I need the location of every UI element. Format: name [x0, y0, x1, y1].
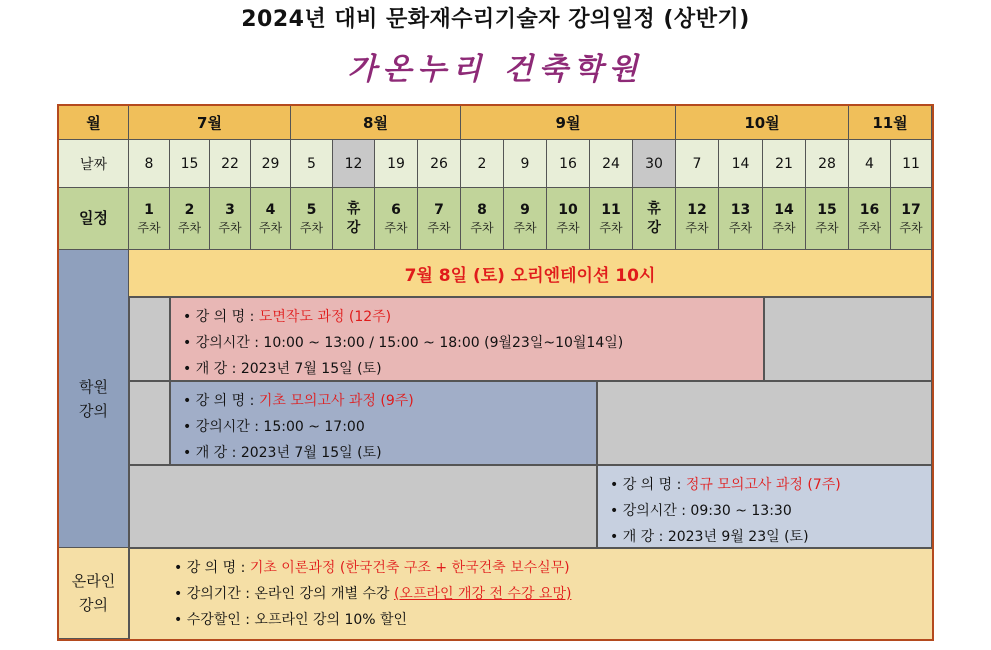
online-name: 기초 이론과정 (한국건축 구조 + 한국건축 보수실무) [249, 560, 570, 576]
month-label: 월 [59, 106, 129, 140]
course-name: 도면작도 과정 (12주) [258, 309, 392, 325]
date-cell-holiday: 12 [333, 140, 375, 188]
date-cell: 8 [129, 140, 170, 188]
week-cell [806, 188, 849, 250]
week-number: 1 [144, 201, 154, 218]
online-discount: • 수강할인 : 오프라인 강의 10% 할인 [174, 612, 408, 628]
date-cell: 24 [590, 140, 633, 188]
course-regular-mock-box [597, 465, 932, 548]
week-unit: 주차 [728, 220, 753, 235]
date-cell: 14 [719, 140, 763, 188]
course-start: • 개 강 : 2023년 7월 15일 (토) [183, 445, 382, 461]
week-unit: 주차 [857, 220, 882, 235]
course-basic-mock-box [170, 381, 597, 465]
date-cell: 4 [849, 140, 891, 188]
academy-label-line1: 학원 [79, 377, 108, 396]
course-name-label: • 강 의 명 : [183, 309, 255, 325]
week-cell [210, 188, 251, 250]
week-unit: 주차 [427, 220, 451, 235]
course-start: • 개 강 : 2023년 7월 15일 (토) [183, 361, 382, 377]
date-cell: 7 [676, 140, 719, 188]
date-cell: 2 [461, 140, 504, 188]
empty-cell [129, 465, 597, 548]
academy-label-line2: 강의 [79, 401, 108, 420]
week-unit: 주차 [513, 220, 537, 235]
schedule-label: 일정 [59, 188, 129, 250]
online-name-row [174, 555, 922, 581]
week-unit: 주차 [137, 220, 161, 235]
online-name-label: • 강 의 명 : [174, 560, 246, 576]
week-number: 6 [391, 201, 401, 218]
week-number: 13 [730, 201, 751, 218]
page-title: 2024년 대비 문화재수리기술자 강의일정 (상반기) [241, 7, 750, 32]
week-cell [891, 188, 932, 250]
week-number: 16 [859, 201, 880, 218]
holiday-text: 강 [346, 219, 361, 236]
week-number: 7 [434, 201, 444, 218]
week-unit: 주차 [899, 220, 923, 235]
week-unit: 주차 [384, 220, 408, 235]
week-cell [849, 188, 891, 250]
week-number: 17 [901, 201, 921, 218]
holiday-text: 휴 [647, 200, 661, 217]
date-label: 날짜 [59, 140, 129, 188]
holiday-text: 휴 [346, 200, 361, 217]
week-unit: 주차 [258, 220, 283, 235]
online-label-line2: 강의 [79, 596, 108, 614]
week-number: 9 [520, 201, 530, 218]
online-course-box [129, 548, 932, 639]
week-cell [251, 188, 291, 250]
academy-logo-text: 가온누리 건축학원 [347, 52, 644, 87]
week-unit: 주차 [470, 220, 494, 235]
date-cell: 15 [170, 140, 210, 188]
week-cell [375, 188, 418, 250]
course-drafting-box [170, 297, 764, 381]
week-unit: 주차 [599, 220, 623, 235]
schedule-table [57, 104, 934, 641]
date-cell: 5 [291, 140, 333, 188]
holiday-text: 강 [647, 219, 661, 236]
holiday-cell [333, 188, 375, 250]
course-name-label: • 강 의 명 : [183, 393, 255, 409]
month-header: 8월 [291, 106, 461, 140]
week-cell [291, 188, 333, 250]
week-cell [763, 188, 806, 250]
week-number: 11 [601, 201, 621, 218]
date-cell-holiday: 30 [633, 140, 676, 188]
month-header: 10월 [676, 106, 849, 140]
week-number: 15 [817, 201, 837, 218]
week-unit: 주차 [685, 220, 709, 235]
empty-cell [764, 297, 932, 381]
date-cell: 28 [806, 140, 849, 188]
date-cell: 22 [210, 140, 251, 188]
week-cell [719, 188, 763, 250]
week-number: 8 [477, 201, 487, 218]
course-name: 정규 모의고사 과정 (7주) [685, 477, 841, 493]
empty-cell [129, 381, 170, 465]
week-cell [461, 188, 504, 250]
course-name-row [183, 388, 586, 414]
week-number: 2 [184, 201, 195, 218]
week-unit: 주차 [177, 220, 202, 235]
week-number: 12 [687, 201, 707, 218]
week-cell [590, 188, 633, 250]
date-cell: 26 [418, 140, 461, 188]
week-unit: 주차 [815, 220, 839, 235]
academy-lecture-label [59, 250, 129, 548]
week-number: 14 [774, 201, 794, 218]
month-header: 9월 [461, 106, 676, 140]
week-number: 3 [225, 201, 235, 218]
week-cell [129, 188, 170, 250]
course-start: • 개 강 : 2023년 9월 23일 (토) [610, 529, 809, 545]
week-cell [676, 188, 719, 250]
empty-cell [597, 381, 932, 465]
week-number: 4 [265, 201, 276, 218]
course-name-row [183, 304, 753, 330]
week-cell [170, 188, 210, 250]
date-cell: 21 [763, 140, 806, 188]
month-header: 7월 [129, 106, 291, 140]
week-unit: 주차 [556, 220, 580, 235]
date-cell: 11 [891, 140, 932, 188]
holiday-cell [633, 188, 676, 250]
course-time: • 강의시간 : 15:00 ~ 17:00 [183, 419, 365, 435]
course-time: • 강의시간 : 09:30 ~ 13:30 [610, 503, 792, 519]
date-cell: 16 [547, 140, 590, 188]
online-period-row [174, 581, 922, 607]
month-header: 11월 [849, 106, 932, 140]
week-unit: 주차 [772, 220, 796, 235]
online-period-note: (오프라인 개강 전 수강 요망) [393, 586, 572, 602]
orientation-banner: 7월 8일 (토) 오리엔테이션 10시 [129, 250, 932, 297]
course-name: 기초 모의고사 과정 (9주) [258, 393, 414, 409]
online-period-label: • 강의기간 : 온라인 강의 개별 수강 [174, 586, 390, 602]
week-unit: 주차 [218, 220, 242, 235]
week-cell [547, 188, 590, 250]
week-unit: 주차 [299, 220, 324, 235]
online-lecture-label [59, 548, 129, 639]
date-cell: 19 [375, 140, 418, 188]
online-label-line1: 온라인 [71, 572, 116, 590]
course-name-row [610, 472, 921, 498]
week-cell [418, 188, 461, 250]
date-cell: 9 [504, 140, 547, 188]
date-cell: 29 [251, 140, 291, 188]
week-number: 5 [306, 201, 317, 218]
week-cell [504, 188, 547, 250]
course-name-label: • 강 의 명 : [610, 477, 682, 493]
empty-cell [129, 297, 170, 381]
course-time: • 강의시간 : 10:00 ~ 13:00 / 15:00 ~ 18:00 (9월23일~10월14일) [183, 335, 624, 351]
week-number: 10 [558, 201, 578, 218]
